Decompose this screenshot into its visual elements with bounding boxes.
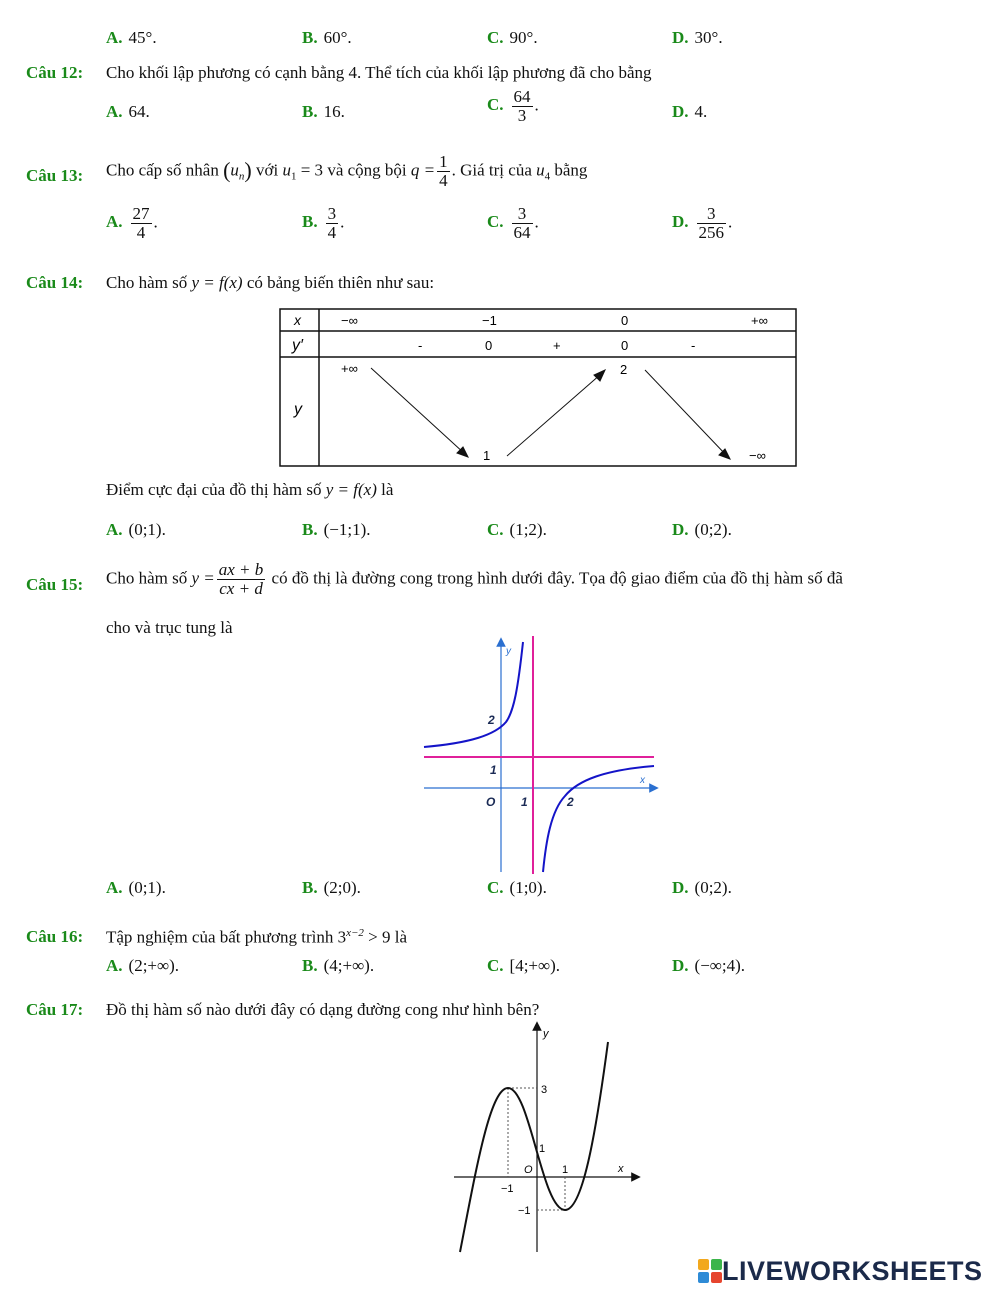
q12-option-b[interactable] <box>302 102 345 122</box>
q12-option-d[interactable] <box>672 102 707 122</box>
table-arrow-down-1 <box>371 368 465 454</box>
logo-tile-e <box>711 1272 722 1283</box>
q15-label: Câu 15: <box>26 575 84 594</box>
q13-option-a-label: A. <box>106 212 123 232</box>
q11-option-c-label: C. <box>487 28 504 47</box>
q15-option-b[interactable] <box>302 878 361 898</box>
q14-text <box>106 273 434 293</box>
q12-option-b-text: 16. <box>323 102 345 121</box>
q11-option-b[interactable] <box>302 28 352 48</box>
q12-option-c-fraction <box>512 88 533 125</box>
q11-option-d-label: D. <box>672 28 689 47</box>
logo-tile-i <box>711 1259 722 1270</box>
liveworksheets-text: LIVEWORKSHEETS <box>722 1256 983 1286</box>
q14-func: y = f(x) <box>191 273 243 292</box>
table-dy-1: - <box>418 338 423 353</box>
q15-option-b-text: (2;0). <box>323 878 361 897</box>
q13-u4-sub: 4 <box>544 170 551 183</box>
q12-option-a[interactable] <box>106 102 150 122</box>
q11-option-a-text: 45°. <box>128 28 157 47</box>
q15-option-a-text: (0;1). <box>128 878 166 897</box>
q12-option-c-label: C. <box>487 95 504 115</box>
q14-sub-text-2: là <box>381 480 394 499</box>
q11-option-d-text: 30°. <box>694 28 723 47</box>
q17-text: Đồ thị hàm số nào dưới đây có dạng đường cong như hình bên? <box>106 1000 540 1019</box>
q15-tick-y2: 2 <box>488 713 495 727</box>
table-y-pos-inf: +∞ <box>341 361 358 376</box>
logo-tile-v <box>698 1272 709 1283</box>
q12-option-c[interactable] <box>487 88 539 125</box>
q13-option-c-fraction <box>512 205 533 242</box>
q14-sub-text <box>106 480 393 500</box>
q15-f-den: cx + d <box>219 578 263 598</box>
q13-text-3: và cộng bội <box>327 160 407 180</box>
q16-option-d-text: (−∞;4). <box>694 956 746 975</box>
q15-y-axis-label: y <box>506 646 511 657</box>
liveworksheets-logo <box>698 1256 983 1287</box>
q13-option-d-num: 3 <box>697 205 727 224</box>
q13-u1-sub: 1 <box>290 170 297 183</box>
q13-option-a-tail: . <box>153 212 158 232</box>
q13-option-d-den: 256 <box>698 222 725 242</box>
q16-option-d-label: D. <box>672 956 689 975</box>
q13-option-b-tail: . <box>340 212 345 232</box>
q15-tick-y1: 1 <box>490 763 497 777</box>
q11-option-c-text: 90°. <box>509 28 538 47</box>
q13-text-1: Cho cấp số nhân <box>106 160 219 180</box>
q14-option-c-label: C. <box>487 520 504 539</box>
q14-option-d-label: D. <box>672 520 689 539</box>
q15-graph <box>420 636 660 874</box>
q13-option-c-tail: . <box>534 212 539 232</box>
q17-tick-ym1: −1 <box>518 1205 531 1217</box>
q15-text-2: có đồ thị là đường cong trong hình dưới đây. Tọa độ giao điểm của đồ thị hàm số đã <box>271 568 843 588</box>
q15-text-1: Cho hàm số <box>106 568 188 588</box>
table-arrow-up <box>507 374 601 456</box>
table-x-m1: −1 <box>482 313 497 328</box>
q15-option-d-label: D. <box>672 878 689 897</box>
q14-option-a-label: A. <box>106 520 123 539</box>
q14-sub-func: y = f(x) <box>325 480 377 499</box>
q17-graph <box>450 1020 650 1254</box>
q17-y-axis-label: y <box>543 1028 549 1040</box>
q11-option-a[interactable] <box>106 28 157 48</box>
q16-inequality: > 9 <box>368 927 391 947</box>
table-x-label: x <box>294 312 301 328</box>
q15-f-num: ax + b <box>218 560 264 579</box>
q11-option-c[interactable] <box>487 28 538 48</box>
q12-option-c-den: 3 <box>517 105 527 125</box>
q16-option-c-label: C. <box>487 956 504 975</box>
q17-origin-label: O <box>524 1164 533 1176</box>
q14-option-b-label: B. <box>302 520 318 539</box>
q13-option-b-den: 4 <box>327 222 337 242</box>
q16-base: 3 <box>337 927 347 947</box>
table-border <box>280 309 796 466</box>
q14-sub-text-1: Điểm cực đại của đồ thị hàm số <box>106 480 322 499</box>
q15-option-d[interactable] <box>672 878 732 898</box>
q13-text-2: với <box>256 160 279 180</box>
q14-option-d[interactable] <box>672 520 732 540</box>
q13-paren-open: ( <box>223 157 231 183</box>
q14-option-d-text: (0;2). <box>694 520 732 539</box>
q15-text <box>106 561 843 598</box>
q11-option-b-label: B. <box>302 28 318 47</box>
q13-q-num: 1 <box>439 152 448 171</box>
q14-text-2: có bảng biến thiên như sau: <box>246 273 435 292</box>
q17-curve <box>460 1042 608 1252</box>
q13-option-d-tail: . <box>728 212 733 232</box>
q15-tick-x1: 1 <box>521 795 528 809</box>
q15-origin-label: O <box>486 795 496 809</box>
q16-text-1: Tập nghiệm của bất phương trình <box>106 927 334 947</box>
q16-option-b[interactable] <box>302 956 374 976</box>
q16-option-a-text: (2;+∞). <box>128 956 180 975</box>
q16-option-c[interactable] <box>487 956 560 976</box>
q13-option-d[interactable] <box>672 205 732 242</box>
q17-tick-y1: 1 <box>539 1143 546 1155</box>
table-x-0: 0 <box>621 313 629 328</box>
q15-option-a-label: A. <box>106 878 123 897</box>
q13-option-b-label: B. <box>302 212 318 232</box>
variation-table <box>279 308 797 468</box>
table-dy-2: 0 <box>485 338 493 353</box>
q16-text <box>106 927 407 948</box>
q13-text-5: bằng <box>554 160 588 180</box>
table-dy-label: y′ <box>292 337 303 354</box>
q13-q-var: q = <box>410 160 436 180</box>
table-arrowhead-2 <box>594 370 605 381</box>
q16-option-c-text: [4;+∞). <box>509 956 561 975</box>
table-arrow-down-2 <box>645 370 727 456</box>
q12-option-d-label: D. <box>672 102 689 121</box>
q13-option-a-den: 4 <box>136 222 146 242</box>
q13-option-c[interactable] <box>487 205 539 242</box>
q13-option-c-den: 64 <box>513 222 531 242</box>
q12-option-c-num: 64 <box>513 87 531 106</box>
q14-text-1: Cho hàm số <box>106 273 188 292</box>
table-y-max: 2 <box>620 362 628 377</box>
q13-seq: u <box>230 160 239 180</box>
q11-option-a-label: A. <box>106 28 123 47</box>
q12-option-a-text: 64. <box>128 102 150 121</box>
q13-option-b-fraction <box>326 205 339 242</box>
table-y-min: 1 <box>483 448 491 463</box>
q16-option-d[interactable] <box>672 956 745 976</box>
q13-u1-val: = 3 <box>300 160 324 180</box>
q17-tick-y3: 3 <box>541 1084 548 1096</box>
q17-tick-x1: 1 <box>562 1164 569 1176</box>
q16-exponent: x−2 <box>346 927 364 939</box>
q14-option-a-text: (0;1). <box>128 520 166 539</box>
q16-label: Câu 16: <box>26 927 84 946</box>
q17-x-axis-label: x <box>618 1163 624 1175</box>
q13-option-b-num: 3 <box>327 204 337 223</box>
q14-option-c-text: (1;2). <box>509 520 547 539</box>
q16-option-b-label: B. <box>302 956 318 975</box>
table-y-neg-inf: −∞ <box>749 448 766 463</box>
table-dy-5: - <box>691 338 696 353</box>
q14-option-b[interactable] <box>302 520 370 540</box>
q15-option-d-text: (0;2). <box>694 878 732 897</box>
q16-option-a-label: A. <box>106 956 123 975</box>
q16-text-2: là <box>394 927 408 947</box>
table-arrowhead-3 <box>719 449 730 459</box>
q15-option-c-text: (1;0). <box>509 878 547 897</box>
q11-option-d[interactable] <box>672 28 723 48</box>
q13-option-a-num: 27 <box>132 204 150 223</box>
q12-option-c-tail: . <box>534 95 539 115</box>
q13-option-d-fraction <box>697 205 727 242</box>
q15-x-axis-label: x <box>640 775 645 786</box>
table-dy-4: 0 <box>621 338 629 353</box>
q13-u4: u <box>536 160 545 180</box>
q15-text-3: cho và trục tung là <box>106 618 233 637</box>
q16-option-a[interactable] <box>106 956 179 976</box>
q13-option-d-label: D. <box>672 212 689 232</box>
q15-curve-right <box>543 766 654 872</box>
q13-option-a[interactable] <box>106 205 158 242</box>
q13-label: Câu 13: <box>26 166 84 185</box>
q14-option-a[interactable] <box>106 520 166 540</box>
q17-label: Câu 17: <box>26 1000 84 1019</box>
q15-option-b-label: B. <box>302 878 318 897</box>
liveworksheets-icon <box>698 1259 722 1283</box>
q12-text: Cho khối lập phương có cạnh bằng 4. Thể tích của khối lập phương đã cho bằng <box>106 63 652 82</box>
q12-option-b-label: B. <box>302 102 318 121</box>
q13-option-c-label: C. <box>487 212 504 232</box>
q13-q-fraction <box>437 153 450 190</box>
q17-tick-xm1: −1 <box>501 1183 514 1195</box>
q12-option-a-label: A. <box>106 102 123 121</box>
q13-q-den: 4 <box>439 170 448 190</box>
q14-label: Câu 14: <box>26 273 84 292</box>
q13-paren-close: ) <box>244 157 252 183</box>
q13-text <box>106 153 587 190</box>
q15-option-a[interactable] <box>106 878 166 898</box>
q13-option-a-fraction <box>131 205 152 242</box>
logo-tile-l <box>698 1259 709 1270</box>
q14-option-c[interactable] <box>487 520 547 540</box>
q13-option-b[interactable] <box>302 205 344 242</box>
q13-option-c-num: 3 <box>512 205 533 224</box>
q15-curve-left <box>424 642 523 747</box>
q13-seq-sub: n <box>238 170 245 183</box>
q16-option-b-text: (4;+∞). <box>323 956 375 975</box>
q15-option-c-label: C. <box>487 878 504 897</box>
q15-tick-x2: 2 <box>567 795 574 809</box>
table-dy-3: + <box>553 338 561 353</box>
q15-function-fraction <box>217 561 266 598</box>
q15-y-eq: y = <box>191 568 215 588</box>
q11-option-b-text: 60°. <box>323 28 352 47</box>
table-x-pos-inf: +∞ <box>751 313 768 328</box>
q12-label: Câu 12: <box>26 63 84 82</box>
q13-text-4: . Giá trị của <box>451 160 532 180</box>
q14-option-b-text: (−1;1). <box>323 520 371 539</box>
q13-u1: u <box>282 160 291 180</box>
table-x-neg-inf: −∞ <box>341 313 358 328</box>
q12-option-d-text: 4. <box>694 102 708 121</box>
q15-option-c[interactable] <box>487 878 547 898</box>
table-y-label: y <box>294 401 302 418</box>
